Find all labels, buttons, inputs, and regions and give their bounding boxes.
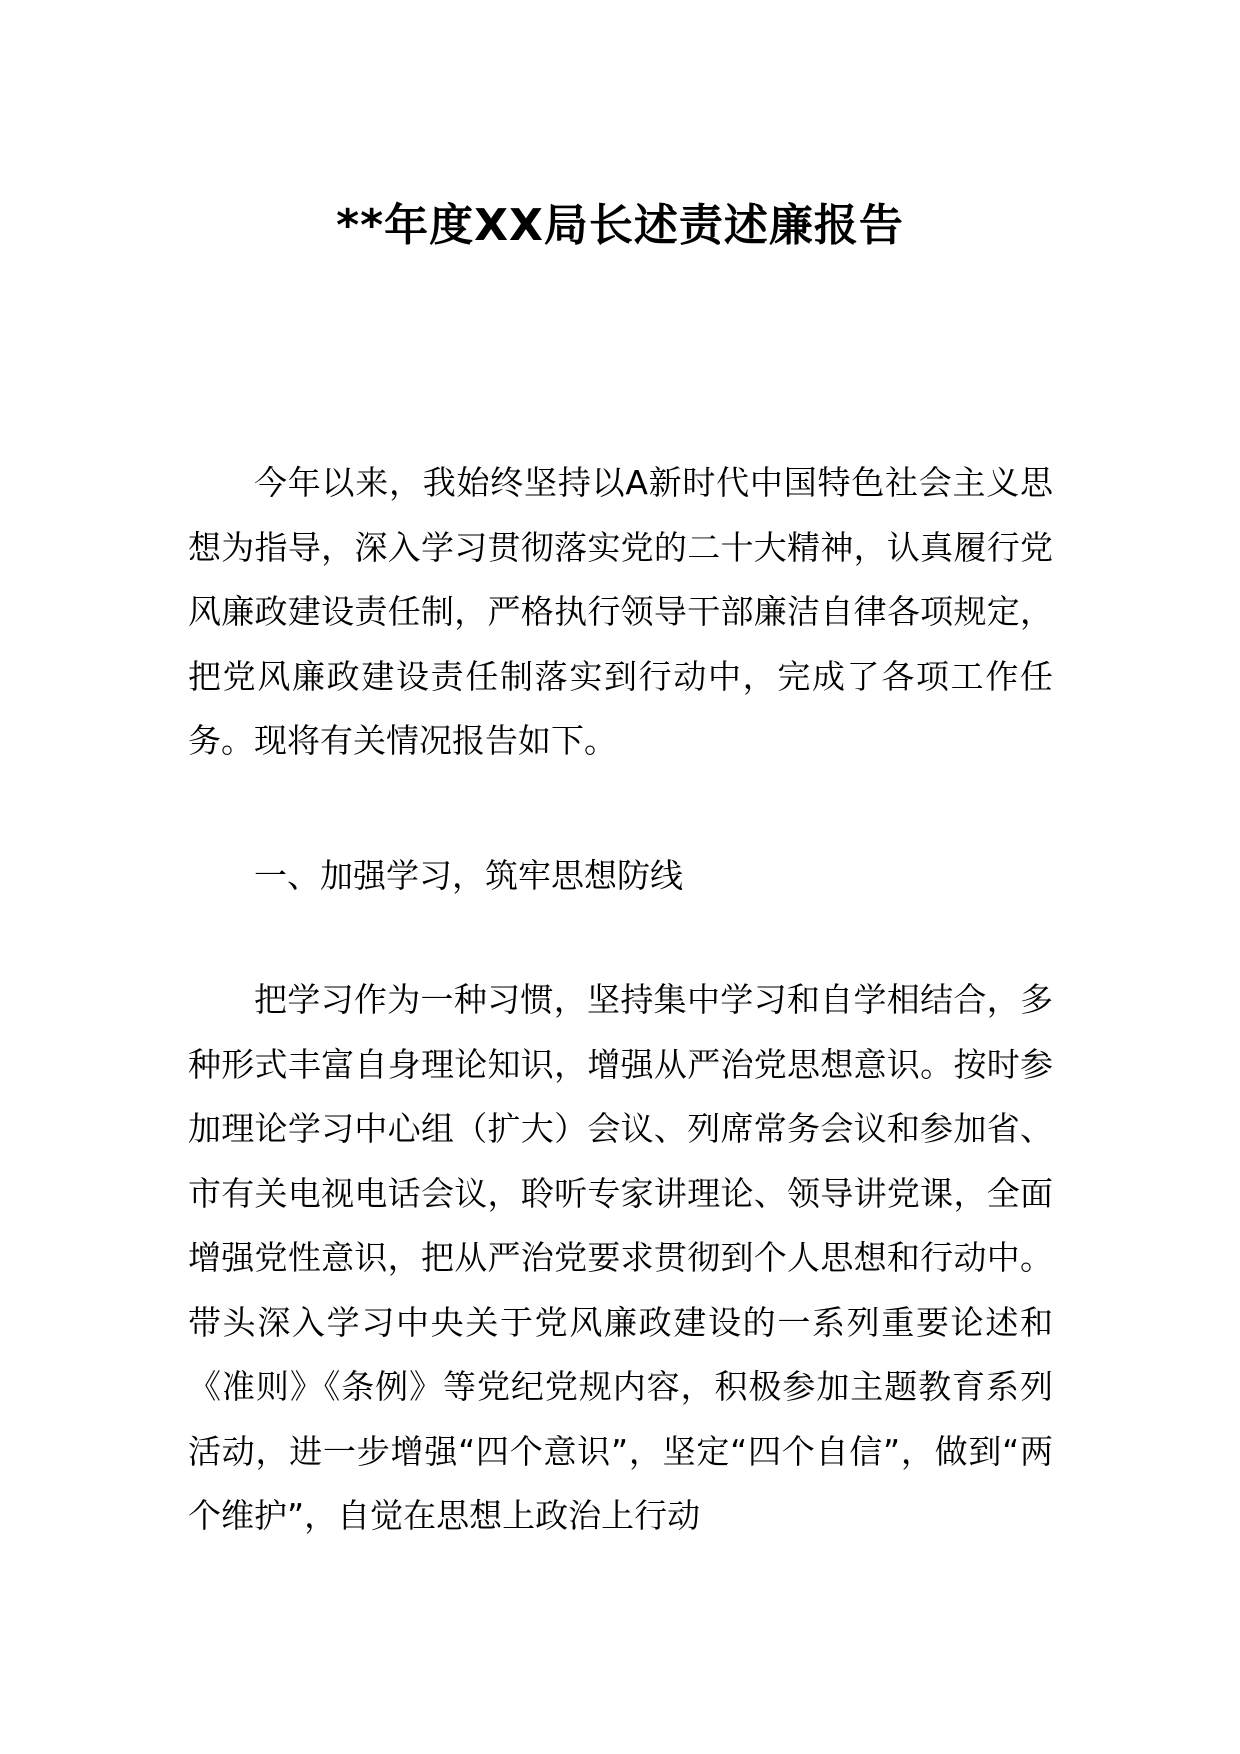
document-title: **年度XX局长述责述廉报告 <box>336 200 904 251</box>
section-heading: 一、加强学习，筑牢思想防线 <box>254 856 683 895</box>
intro-paragraph: 今年以来，我始终坚持以A新时代中国特色社会主义思想为指导，深入学习贯彻落实党的二十大精神，认真履行党风廉政建设责任制，严格执行领导干部廉洁自律各项规定，把党风廉政建设责任制落实到行动中，完成了各项工作任务。现将有关情况报告如下。 <box>188 463 1053 760</box>
body-paragraph: 把学习作为一种习惯，坚持集中学习和自学相结合，多种形式丰富自身理论知识，增强从严治党思想意识。按时参加理论学习中心组（扩大）会议、列席常务会议和参加省、市有关电视电话会议，聆听专家讲理论、领导讲党课，全面增强党性意识，把从严治党要求贯彻到个人思想和行动中。带头深入学习中央关于党风廉政建设的一系列重要论述和《准则》《条例》等党纪党规内容，积极参加主题教育系列活动，进一步增强“四个意识”，坚定“四个自信”，做到“两个维护”，自觉在思想上政治上行动 <box>188 980 1053 1535</box>
